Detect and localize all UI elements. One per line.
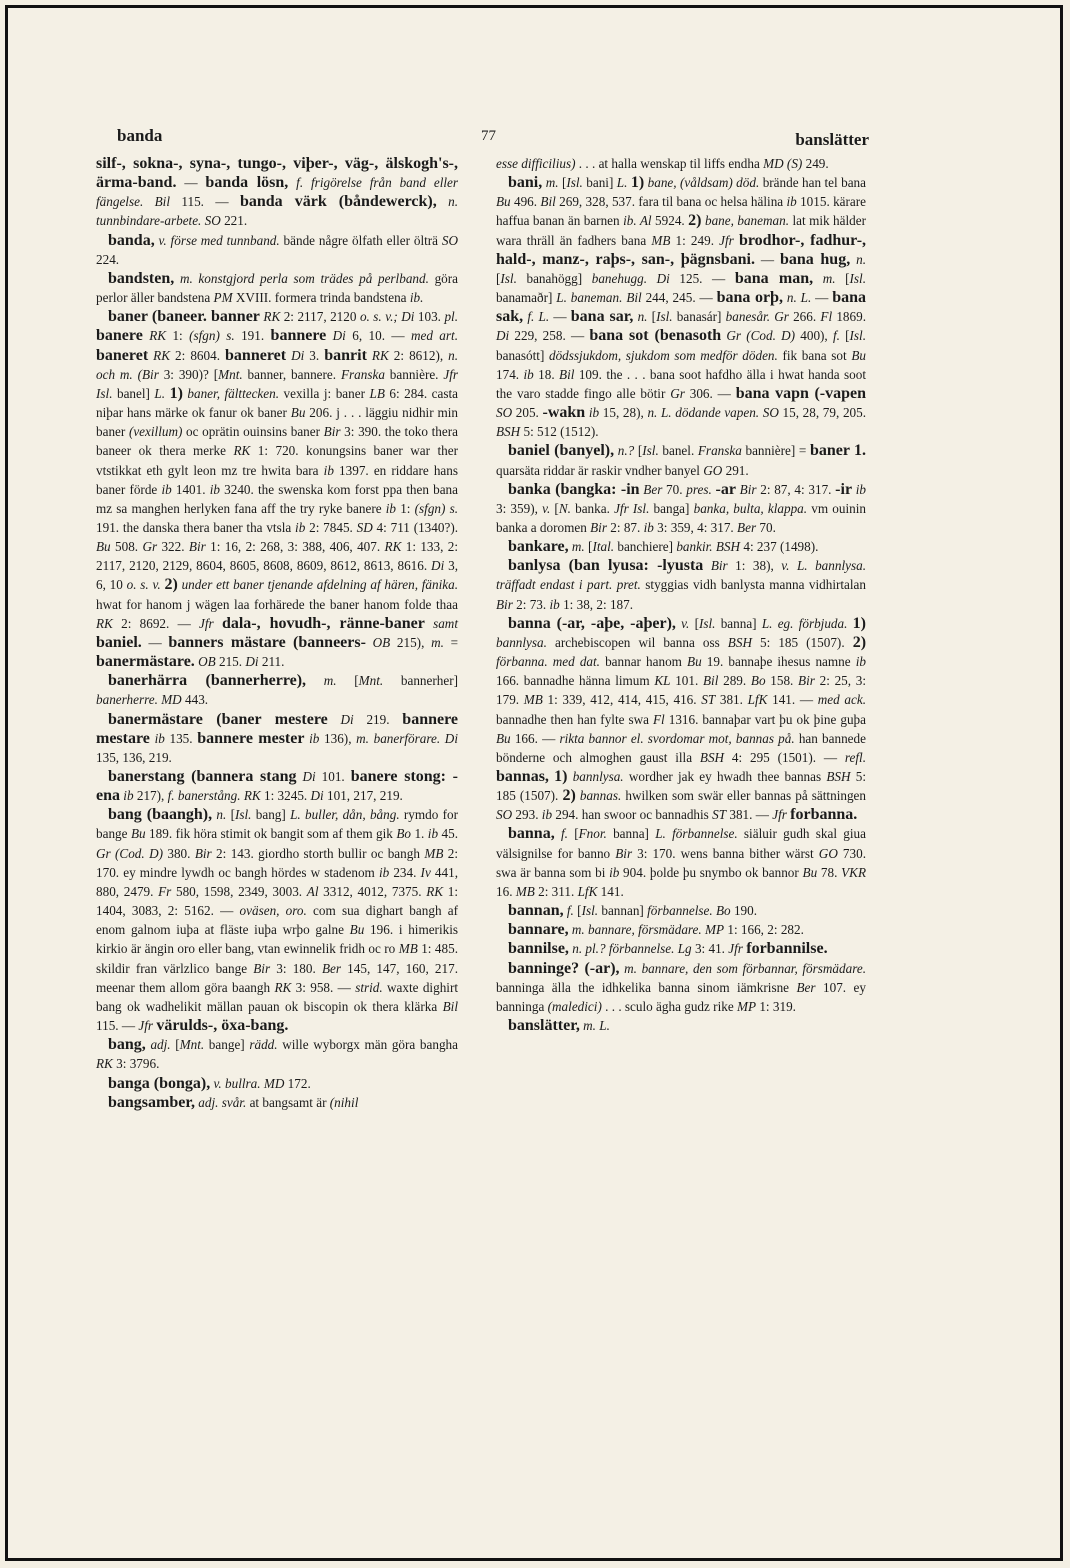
right_column-entry: bannan, f. [Isl. bannan] förbannelse. Bo 190.: [508, 902, 758, 920]
left_column-entry: bang, adj. [Mnt. bange] rädd. wille wyborgx män göra bangha RK 3: 3796.: [96, 1036, 458, 1072]
running-header: [117, 126, 869, 150]
right_column-entry: banlysa (ban lyusa: -lyusta Bir 1: 38), v. L. bannlysa. träffadt endast i part. pret. styggias vidh banlysta manna vidhirtalan Bir 2: 73. ib 1: 38, 2: 187.: [496, 557, 867, 612]
right_column-entry: banninge? (-ar), m. bannare, den som förbannar, försmädare. banninga älla the idhkelika banna sinom iämkrisne Ber 107. ey banninga (maledici) . . . sculo ägha gudz rike MP 1: 319.: [496, 959, 866, 1014]
header-left-word: banda: [117, 126, 163, 145]
right_column-entry: banna (-ar, -aþe, -aþer), v. [Isl. banna] L. eg. förbjuda. 1) bannlysa. archebiscopen wil banna oss BSH 5: 185 (1507). 2) förbanna. med dat. bannar hanom Bu 19. bannaþe ihesus namne ib 166. bannadhe hänna limum KL 101. Bil 289. Bo 158. Bir 2: 25, 3: 179. MB 1: 339, 412, 414, 415, 416. ST 381. LfK 141. — med ack. bannadhe then han fylte swa Fl 1316. bannaþar vart þu ok þine guþa Bu 166. — rikta bannor el. svordomar mot, bannas på. han bannede bönderne och almoghen gaust illa BSH 4: 295 (1501). — refl. bannas, 1) bannlysa. wordher jak ey hwadh thee bannas BSH 5: 185 (1507). 2) bannas. hwilken som swär eller bannas på sättningen SO 293. ib 294. han swoor oc bannadhis ST 381. — Jfr forbanna.: [496, 614, 867, 824]
right_column-entry: bannare, m. bannare, försmädare. MP 1: 166, 2: 282.: [508, 921, 804, 939]
left_column-entry: banga (bonga), v. bullra. MD 172.: [108, 1074, 311, 1092]
right_column-entry: banka (bangka: -in Ber 70. pres. -ar Bir 2: 87, 4: 317. -ir ib 3: 359), v. [N. banka. Jfr Isl. banga] banka, bulta, klappa. vm ouinin banka a doromen Bir 2: 87. ib 3: 359, 4: 317. Ber 70.: [496, 480, 867, 535]
header-right-word: banslätter: [795, 130, 869, 149]
right_column-entry: bannilse, n. pl.? förbannelse. Lg 3: 41. Jfr forbannilse.: [508, 940, 828, 958]
left_column-entry: bang (baangh), n. [Isl. bang] L. buller, dån, bång. rymdo for bange Bu 189. fik höra stimit ok bangit som af them gik Bo 1. ib 45. Gr (Cod. D) 380. Bir 2: 143. giordho storth bullir oc bangh MB 2: 170. ey mindre lywdh oc bangh hördes w stadenom ib 234. Iv 441, 880, 2479. Fr 580, 1598, 2349, 3003. Al 3312, 4012, 7375. RK 1: 1404, 3083, 2: 5162. — oväsen, oro. com sua dighart bangh af enom galnom iuþa at fläste iuþa wrþo galne Bu 196. i himerikis kirkio är ängin oro eller bang, vtan ewinnelik fridh oc ro MB 1: 485. skildir fran värlzlico bange Bir 3: 180. Ber 145, 147, 160, 217. meenar them allom göra baangh RK 3: 958. — strid. waxte dighirt bang ok wadhelikit mällan pauan ok biscopin ok thera klärka Bil 115. — Jfr värulds-, öxa-bang.: [96, 806, 459, 1035]
left_column-entry: bangsamber, adj. svår. at bangsamt är (nihil: [108, 1093, 359, 1111]
left_column-entry: banda, v. förse med tunnband. bände någre ölfath eller ölträ SO 224.: [96, 231, 458, 267]
left_column-entry: banermästare (baner mestere Di 219. bannere mestare ib 135. bannere mester ib 136), m. banerförare. Di 135, 136, 219.: [96, 710, 459, 765]
left_column-entry: banerhärra (bannerherre), m. [Mnt. bannerher] banerherre. MD 443.: [96, 672, 458, 708]
left_column-entry: banerstang (bannera stang Di 101. banere stong: -ena ib 217), f. banerstång. RK 1: 3245. Di 101, 217, 219.: [96, 768, 459, 805]
left-column: [96, 154, 458, 1112]
left_column-entry: silf-, sokna-, syna-, tungo-, viþer-, väg-, älskogh's-, ärma-band. — banda lösn, f. frigörelse från band eller fängelse. Bil 115. — banda värk (båndewerck), n. tunnbindare-arbete. SO 221.: [96, 155, 459, 229]
right_column-entry: bani, m. [Isl. bani] L. 1) bane, (våldsam) död. brände han tel bana Bu 496. Bil 269, 328, 537. fara til bana oc helsa hälina ib 1015. kärare haffua banan än barnen ib. Al 5924. 2) bane, baneman. lat mik hälder wara thräll än fadhers bana MB 1: 249. Jfr brodhor-, fadhur-, hald-, manz-, raþs-, san-, þägnsbani. — bana hug, n. [Isl. banahögg] banehugg. Di 125. — bana man, m. [Isl. banamaðr] L. baneman. Bil 244, 245. — bana orþ, n. L. — bana sak, f. L. — bana sar, n. [Isl. banasár] banesår. Gr 266. Fl 1869. Di 229, 258. — bana sot (benasoth Gr (Cod. D) 400), f. [Isl. banasótt] dödssjukdom, sjukdom som medför döden. fik bana sot Bu 174. ib 18. Bil 109. the . . . bana soot hafdho älla i hwat handa soot the varo stadde fingo alle bötir Gr 306. — bana vapn (-vapen SO 205. -wakn ib 15, 28), n. L. dödande vapen. SO 15, 28, 79, 205. BSH 5: 512 (1512).: [496, 174, 867, 440]
left_column-entry: baner (baneer. banner RK 2: 2117, 2120 o. s. v.; Di 103. pl. banere RK 1: (sfgn) s. 191. bannere Di 6, 10. — med art. baneret RK 2: 8604. banneret Di 3. banrit RK 2: 8612), n. och m. (Bir 3: 390)? [Mnt. banner, bannere. Franska bannière. Jfr Isl. banel] L. 1) baner, fälttecken. vexilla j: baner LB 6: 284. casta niþar hans märke ok fanur ok baner Bu 206. j . . . läggiu nidhir min baner (vexillum) oc oprätin ouinsins baner Bir 3: 390. the toko thera baneer ok thera merke RK 1: 720. konungsins baner war ther vtstikkat eth gylt leon mz tre hwita bara ib 1397. en riddare hans baner förde ib 1401. ib 3240. the swenska kom forst ppa then bana mz sa manghen herlyken fana aff the try ryke banere ib 1: (sfgn) s. 191. the danska thera baner tha vtsla ib 2: 7845. SD 4: 711 (1340?). Bu 508. Gr 322. Bir 1: 16, 2: 268, 3: 388, 406, 407. RK 1: 133, 2: 2117, 2120, 2129, 8604, 8605, 8608, 8609, 8612, 8613, 8616. Di 3, 6, 10 o. s. v. 2) under ett baner tjenande afdelning af hären, fänika. hwat for hanom j wägen laa forhärede the baner hanom folde thaa RK 2: 8692. — Jfr dala-, hovudh-, ränne-baner samt baniel. — banners mästare (banneers- OB 215), m. = banermästare. OB 215. Di 211.: [96, 308, 459, 671]
right_column-entry: baniel (banyel), n.? [Isl. banel. Franska bannière] = baner 1. quarsäta riddar är raskir vndher banyel GO 291.: [496, 442, 866, 478]
right_column-entry: banna, f. [Fnor. banna] L. förbannelse. siäluir gudh skal giua välsignilse for banno Bir 3: 170. wens banna bither wärst GO 730. swa är banna som bi ib 904. þolde þu snymbo ok bannor Bu 78. VKR 16. MB 2: 311. LfK 141.: [496, 825, 867, 899]
right_column-entry: banslätter, m. L.: [508, 1017, 610, 1035]
page-number: 77: [481, 128, 496, 144]
right_column-entry: bankare, m. [Ital. banchiere] bankir. BSH 4: 237 (1498).: [508, 538, 819, 556]
right-column: [496, 154, 866, 1035]
left_column-entry: bandsten, m. konstgjord perla som trädes på perlband. göra perlor äller bandstena PM XVIII. formera trinda bandstena ib.: [96, 269, 459, 306]
right_column-entry: esse difficilius) . . . at halla wenskap til liffs endha MD (S) 249.: [496, 156, 829, 171]
